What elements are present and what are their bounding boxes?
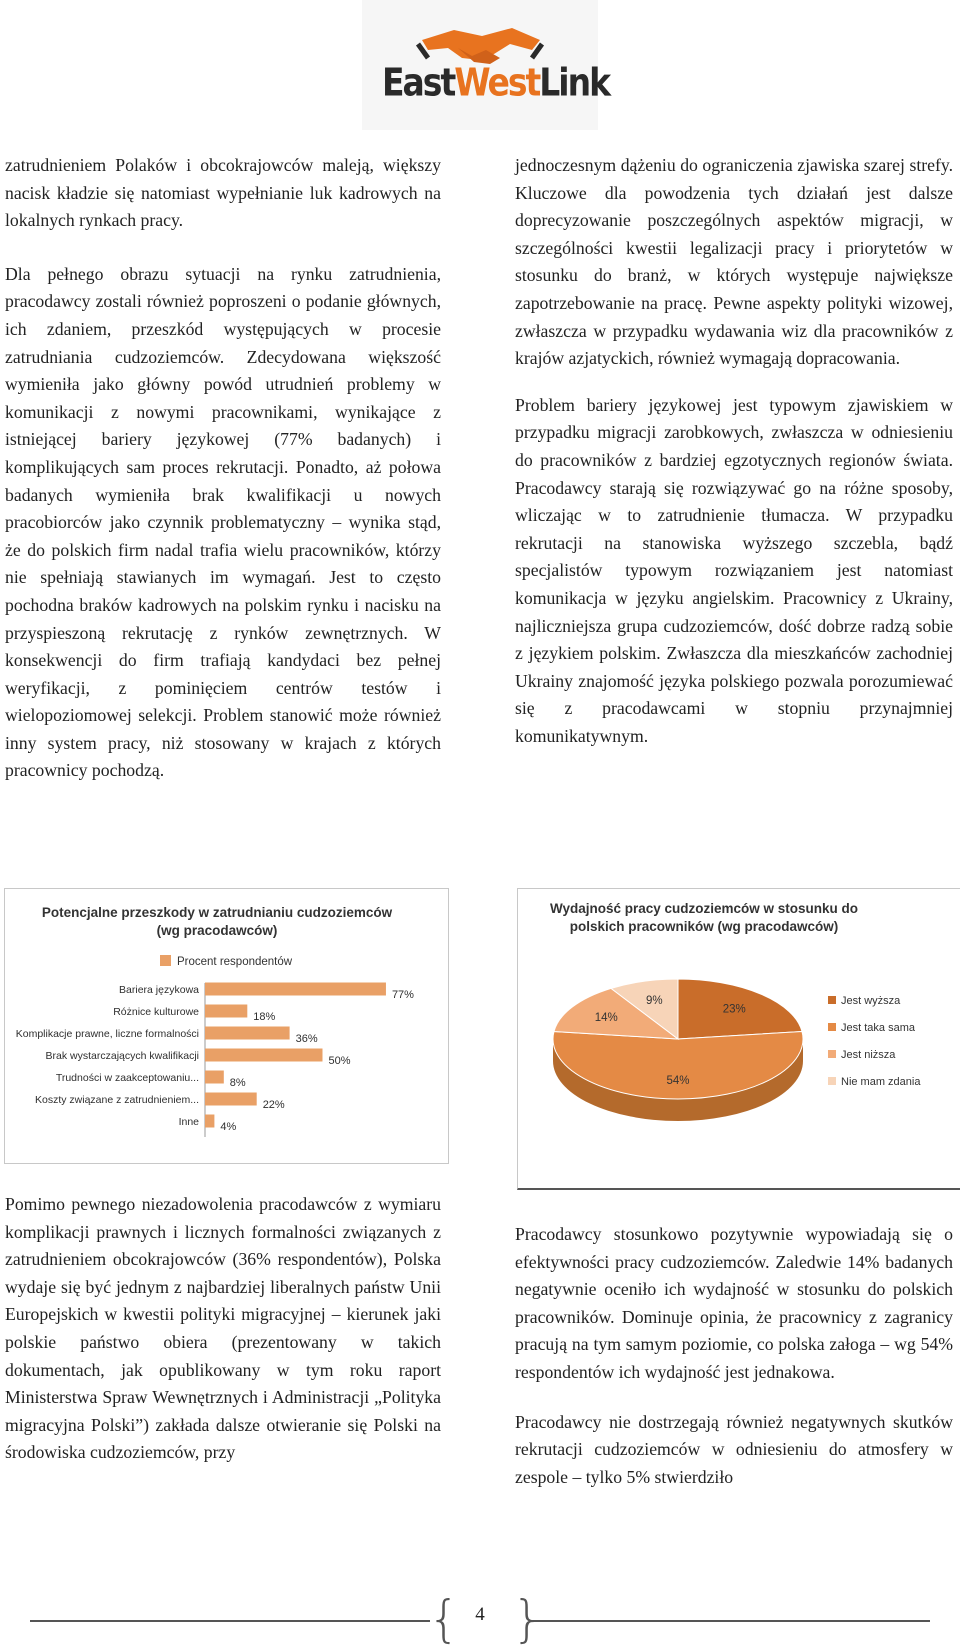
bar-category-label: Bariera językowa <box>119 984 199 996</box>
footer-brace-right: } <box>512 1590 544 1648</box>
paragraph: zatrudnieniem Polaków i obcokrajowców maleją, większy nacisk kładzie się natomiast wypełnianie luk kadrowych na lokalnych rynkach pracy. <box>5 155 441 231</box>
legend-label: Jest niższa <box>841 1049 896 1061</box>
legend-swatch <box>828 1023 836 1031</box>
logo-wordmark <box>382 60 610 105</box>
legend-swatch <box>160 955 171 966</box>
bar <box>205 1093 257 1106</box>
logo-part-link: Link <box>539 60 610 105</box>
chart-title-line1: Wydajność pracy cudzoziemców w stosunku do <box>549 901 859 916</box>
paragraph: Dla pełnego obrazu sytuacji na rynku zatrudnienia, pracodawcy zostali również poproszeni o podanie głównych, ich zdaniem, przeszkód występujących w procesie zatrudniania cudzoziemców. Zdecydowana większość wymieniła jako główny powód utrudnień problemy w komunikacji z nowymi pracownikami, wynikające z istniejącej bariery językowej (77% badanych) i komplikujących sam proces rekrutacji. Ponadto, aż połowa badanych wymieniła brak kwalifikacji u nowych pracobiorców jako czynnik problematyczny – wynika stąd, że do polskich firm nadal trafia wielu pracowników, którzy nie spełniają stawianych im wymagań. Jest to często pochodna braków kadrowych na polskim rynku i nacisku na przyspieszoną rekrutację z rynków zewnętrznych. W konsekwencji do firm trafiają kandydaci bez pełnej weryfikacji, z pominięciem centrów testów i wielopoziomowej selekcji. Problem stanowić może również inny system pracy, niż stosowany w krajach z których pracownicy pochodzą. <box>5 263 441 781</box>
pie-chart <box>518 889 960 1188</box>
header-logo <box>362 0 610 130</box>
legend-label: Nie mam zdania <box>841 1076 921 1088</box>
logo-part-east: East <box>382 60 455 105</box>
bar <box>205 1027 290 1040</box>
legend-swatch <box>828 1077 836 1085</box>
bar-category-label: Różnice kulturowe <box>113 1006 199 1018</box>
footer-brace-left: { <box>428 1590 460 1648</box>
bar <box>205 1115 214 1128</box>
pie-value-label: 54% <box>666 1074 690 1087</box>
bar-value-label: 77% <box>391 989 414 1001</box>
text-column-left-bottom <box>5 1191 441 1467</box>
pie-value-label: 23% <box>722 1003 746 1016</box>
text-column-right-bottom <box>515 1221 953 1491</box>
bar <box>205 1005 247 1018</box>
bar-value-label: 8% <box>229 1077 246 1089</box>
paragraph: Pracodawcy stosunkowo pozytywnie wypowiadają się o efektywności pracy cudzoziemców. Zaledwie 14% badanych negatywnie oceniło ich wydajność w stosunku do polskich pracowników. Dominuje opinia, że pracownicy z zagranicy pracują na tym samym poziomie, co polska załoga – wg 54% respondentów ich wydajność jest jednakowa. <box>515 1224 953 1382</box>
page-number: 4 <box>475 1604 485 1625</box>
legend-label: Jest taka sama <box>841 1022 915 1034</box>
chart-title-line1: Potencjalne przeszkody w zatrudnianiu cudzoziemców <box>41 905 393 920</box>
bar-chart-figure <box>4 888 449 1164</box>
bar-category-label: Inne <box>178 1116 199 1128</box>
bar <box>205 1049 323 1062</box>
bar-category-label: Koszty związane z zatrudnieniem... <box>35 1094 199 1106</box>
bar-value-label: 50% <box>328 1055 351 1067</box>
footer-rule-right <box>530 1620 930 1622</box>
bar-category-label: Komplikacje prawne, liczne formalności <box>15 1028 199 1040</box>
paragraph: Pracodawcy nie dostrzegają również negatywnych skutków rekrutacji cudzoziemców w odniesieniu do atmosfery w zespole – tylko 5% stwierdziło <box>515 1411 953 1487</box>
legend-swatch <box>828 1050 836 1058</box>
bar-value-label: 36% <box>295 1033 318 1045</box>
bar-category-label: Brak wystarczających kwalifikacji <box>45 1050 199 1062</box>
pie-value-label: 9% <box>645 994 663 1007</box>
pie-value-label: 14% <box>594 1012 618 1025</box>
legend-label: Jest wyższa <box>841 995 901 1007</box>
bar-value-label: 4% <box>220 1121 237 1133</box>
logo-part-west: West <box>454 60 540 105</box>
bar <box>205 983 386 996</box>
paragraph: jednoczesnym dążeniu do ograniczenia zjawiska szarej strefy. Kluczowe dla powodzenia tych działań jest dalsze doprecyzowanie poszczególnych aspektów migracji, w szczególności kwestii legalizacji pracy i priorytetów w stosunku do branż, w których występuje największe zapotrzebowanie na pracę. Pewne aspekty polityki wizowej, zwłaszcza w przypadku wydawania wiz dla pracowników z krajów azjatyckich, również wymagają dopracowania. <box>515 155 953 369</box>
bar-value-label: 22% <box>262 1099 285 1111</box>
text-column-right-top <box>515 152 953 750</box>
chart-title-line2: (wg pracodawców) <box>156 923 278 938</box>
bar-chart <box>5 889 448 1163</box>
bar-value-label: 18% <box>253 1011 276 1023</box>
paragraph: Problem bariery językowej jest typowym zjawiskiem w przypadku migracji zarobkowych, zwłaszcza w odniesieniu do pracowników z bardziej egzotycznych regionów świata. Pracodawcy starają się rozwiązywać go na różne sposoby, wliczając w to zatrudnienie tłumacza. W przypadku rekrutacji na stanowiska wyższego szczebla, bądź specjalistów typowym rozwiązaniem jest natomiast komunikacja w języku angielskim. Pracownicy z Ukrainy, najliczniejsza grupa cudzoziemców, dość dobrze radzą sobie z językiem polskim. Zwłaszcza dla mieszkańców zachodniej Ukrainy znajomość języka polskiego pozwala porozumiewać się z pracodawcami w stopniu przynajmniej komunikatywnym. <box>515 394 953 746</box>
paragraph: Pomimo pewnego niezadowolenia pracodawców z wymiaru komplikacji prawnych i licznych formalności związanych z zatrudnieniem obcokrajowców (36% respondentów), Polska wydaje się być jednym z najbardziej liberalnych państw Unii Europejskich w kwestii polityki migracyjnej – kierunek jaki polskie państwo obiera (prezentowany w takich dokumentach, jak opublikowany w tym roku raport Ministerstwa Spraw Wewnętrznych i Administracji „Polityka migracyjna Polski”) zakłada dalsze otwieranie się Polski na środowiska cudzoziemców, przy <box>5 1194 441 1463</box>
pie-chart-figure <box>517 888 960 1190</box>
legend-swatch <box>828 996 836 1004</box>
bar-category-label: Trudności w zaakceptowaniu... <box>55 1072 199 1084</box>
bar <box>205 1071 224 1084</box>
legend-label: Procent respondentów <box>177 956 293 968</box>
text-column-left-top <box>5 152 441 785</box>
footer-rule-left <box>30 1620 430 1622</box>
chart-title-line2: polskich pracowników (wg pracodawców) <box>569 919 839 934</box>
